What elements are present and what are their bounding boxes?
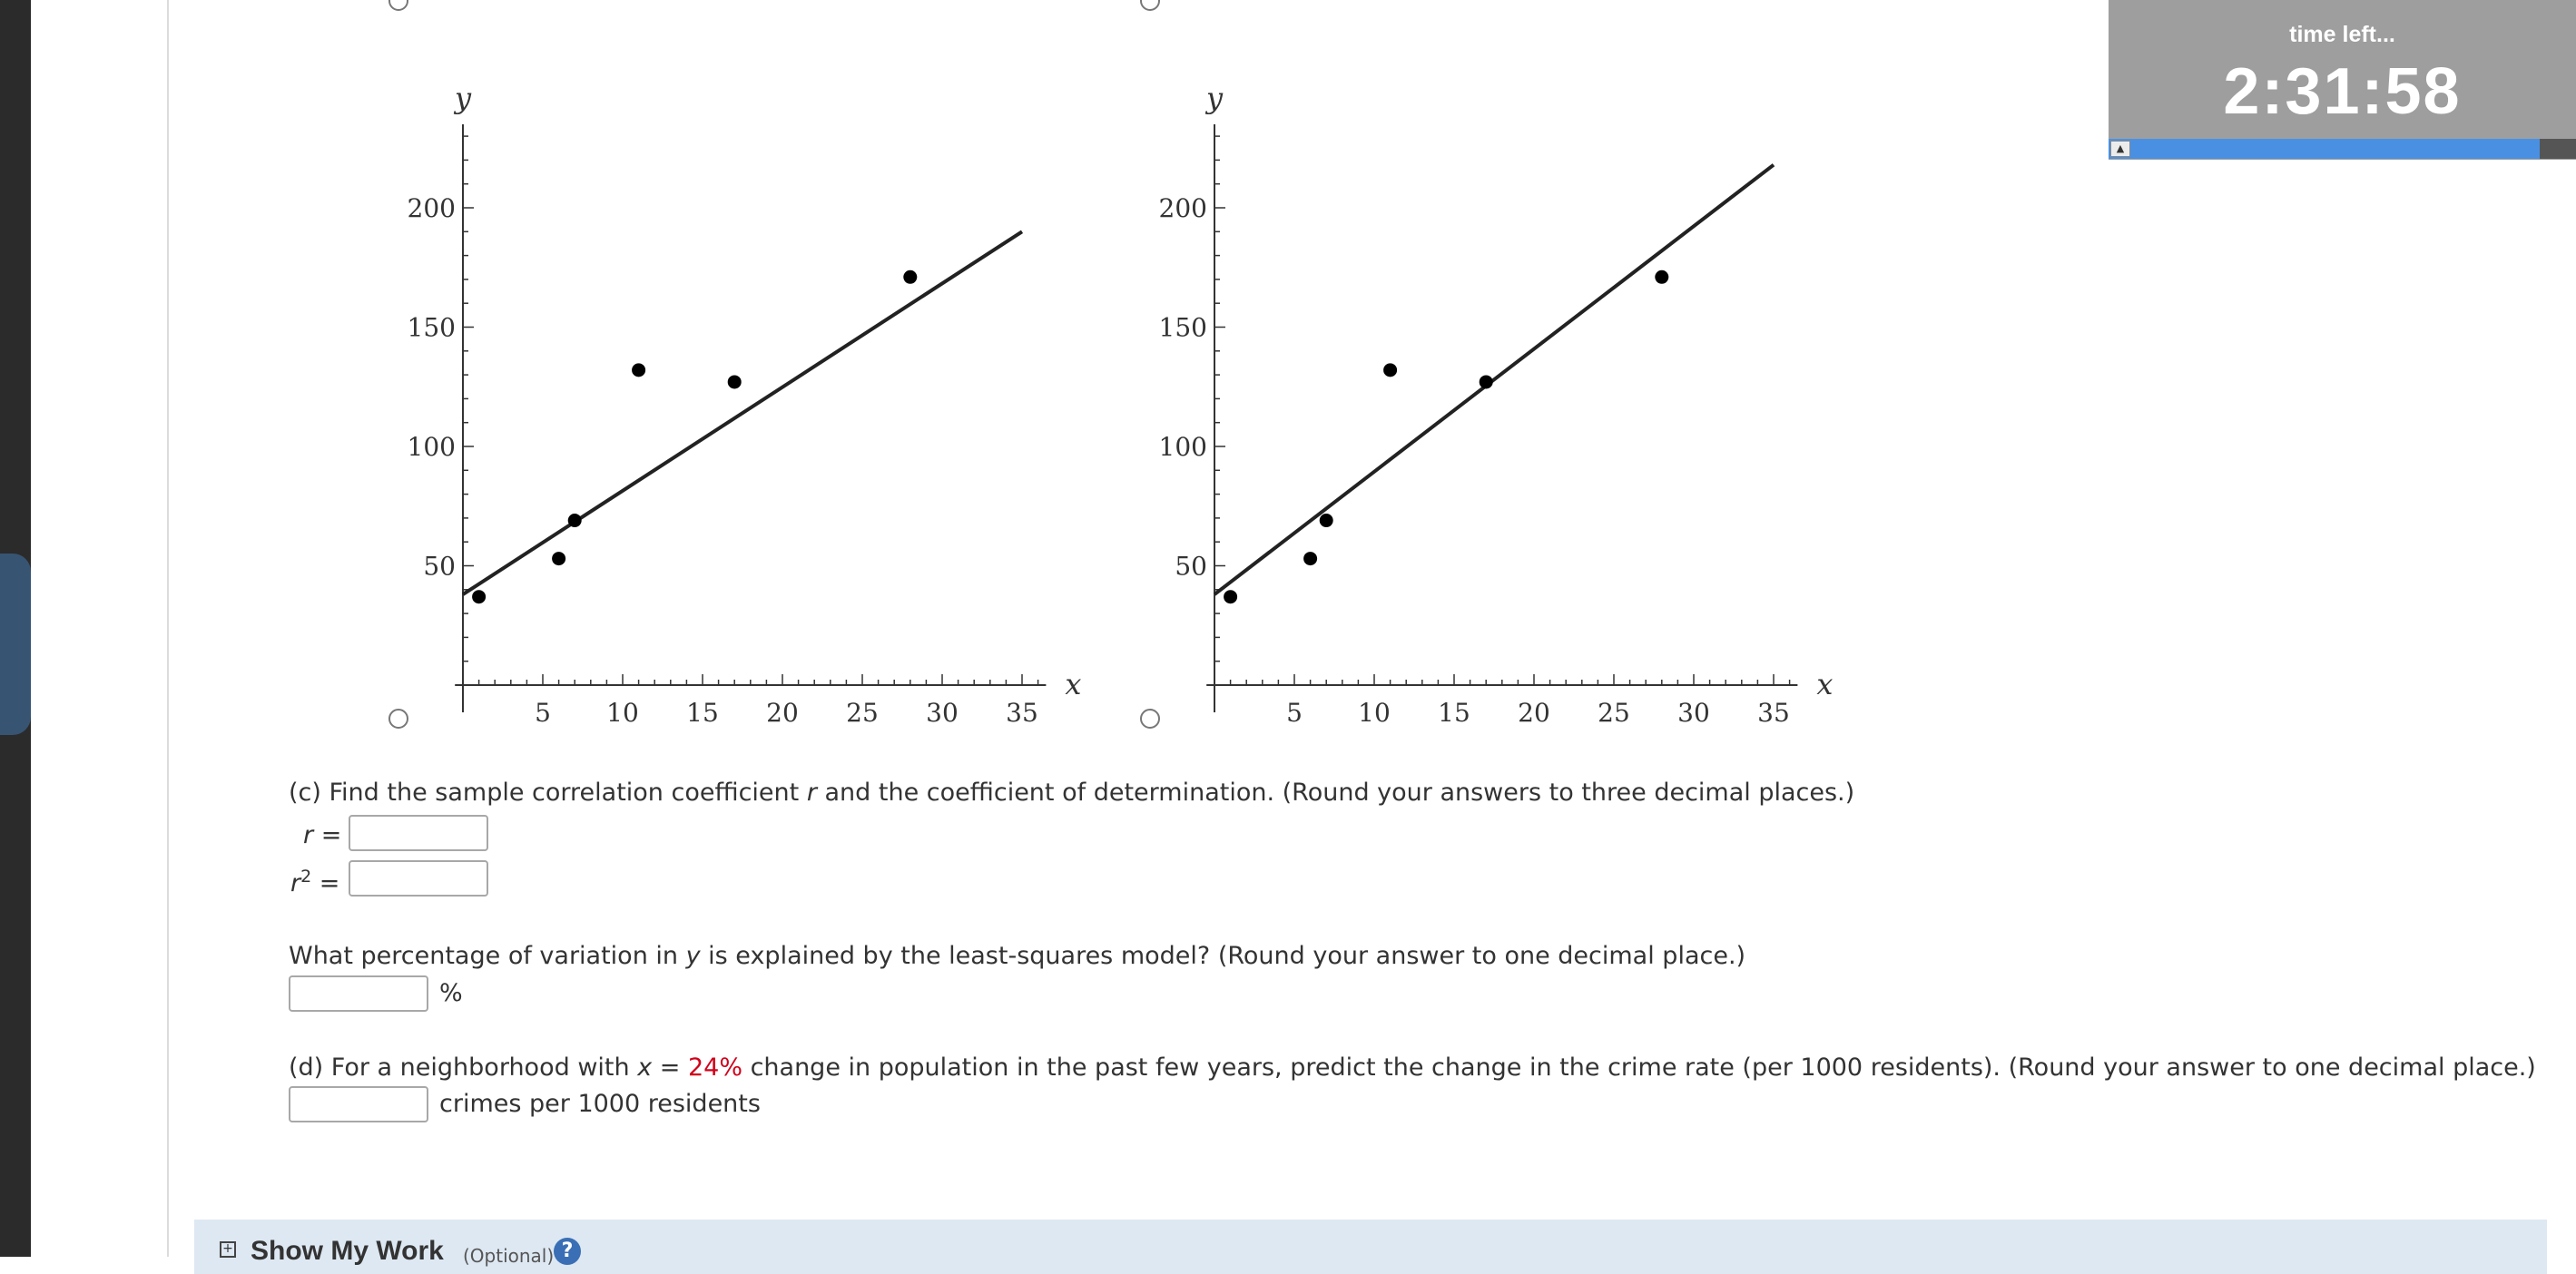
scatter-chart-right [1024, 73, 1834, 744]
percent-question [289, 942, 1745, 970]
percent-input[interactable] [289, 975, 428, 1012]
data-point [1224, 590, 1237, 603]
data-point [1655, 270, 1668, 284]
y-tick-label: 100 [1158, 432, 1207, 462]
data-point [1303, 552, 1317, 565]
x-tick-label: 30 [1677, 698, 1710, 728]
x-axis-label: x [1065, 667, 1082, 701]
x-tick-label: 25 [846, 698, 879, 728]
y-tick-label: 50 [423, 551, 456, 582]
part-c-text-after: and the coefficient of determination. (Round your answers to three decimal places.) [816, 779, 1855, 807]
timer-value: 2:31:58 [2223, 55, 2462, 128]
percent-text-before: What percentage of variation in [289, 942, 686, 970]
crime-rate-unit: crimes per 1000 residents [439, 1090, 761, 1118]
left-window-edge [0, 0, 31, 1257]
y-tick-label: 50 [1175, 551, 1207, 582]
percent-var: y [685, 942, 701, 970]
expand-icon[interactable]: + [220, 1241, 236, 1258]
data-point [728, 375, 742, 388]
option-radio-right-graph[interactable] [1140, 709, 1160, 729]
timer-panel [2109, 0, 2576, 160]
help-icon[interactable]: ? [554, 1238, 581, 1265]
x-tick-label: 35 [1757, 698, 1790, 728]
part-d-text-after: change in population in the past few years, predict the change in the crime rate (per 1000 residents). (Round your answer to one decimal place.) [742, 1054, 2536, 1082]
y-tick-label: 100 [407, 432, 456, 462]
part-c-text-before: (c) Find the sample correlation coefficient [289, 779, 807, 807]
x-tick-label: 5 [535, 698, 551, 728]
left-edge-graphic [0, 554, 31, 735]
part-c-question [289, 779, 1854, 807]
x-tick-label: 15 [686, 698, 719, 728]
data-point [632, 363, 645, 377]
r2-label-sup: 2 [300, 867, 312, 887]
r-label [303, 821, 341, 849]
x-tick-label: 20 [766, 698, 799, 728]
part-c-var: r [806, 779, 817, 807]
data-point [568, 514, 582, 527]
x-tick-label: 20 [1518, 698, 1550, 728]
timer-progress-remaining [2540, 139, 2576, 159]
percent-unit: % [439, 979, 463, 1007]
data-point [903, 270, 917, 284]
collapse-timer-icon[interactable]: ▲ [2110, 141, 2130, 157]
x-tick-label: 25 [1598, 698, 1630, 728]
y-tick-label: 200 [407, 193, 456, 223]
x-tick-label: 10 [1358, 698, 1391, 728]
r2-label [290, 867, 339, 897]
previous-option-radio-1[interactable] [388, 0, 408, 11]
r-squared-input[interactable] [349, 860, 488, 897]
data-point [1383, 363, 1397, 377]
data-point [1480, 375, 1493, 388]
y-axis-label: y [454, 80, 472, 115]
crime-rate-input[interactable] [289, 1086, 428, 1122]
r-input[interactable] [349, 815, 488, 851]
scatter-chart-left [272, 73, 1082, 744]
y-tick-label: 150 [1158, 312, 1207, 343]
x-tick-label: 35 [1006, 698, 1038, 728]
part-d-value: 24% [687, 1054, 742, 1082]
timer-progress-bar [2109, 139, 2540, 159]
show-my-work-title[interactable]: Show My Work [251, 1236, 444, 1266]
timer-label: time left... [2289, 22, 2395, 47]
x-tick-label: 10 [606, 698, 639, 728]
show-my-work-panel[interactable] [194, 1220, 2547, 1274]
previous-option-radio-2[interactable] [1140, 0, 1160, 11]
r2-label-eq: = [311, 869, 340, 897]
x-tick-label: 15 [1438, 698, 1470, 728]
r-label-var: r [303, 821, 314, 849]
r-label-eq: = [313, 821, 342, 849]
y-tick-label: 150 [407, 312, 456, 343]
x-tick-label: 5 [1286, 698, 1303, 728]
regression-line [1214, 165, 1774, 594]
data-point [1320, 514, 1333, 527]
x-axis-label: x [1816, 667, 1834, 701]
part-d-eq: = [652, 1054, 688, 1082]
part-d-var: x [637, 1054, 653, 1082]
percent-text-after: is explained by the least-squares model? (Round your answer to one decimal place.) [700, 942, 1746, 970]
part-d-question [289, 1054, 2536, 1082]
option-radio-left-graph[interactable] [388, 709, 408, 729]
regression-line [463, 231, 1022, 594]
show-my-work-optional: (Optional) [463, 1245, 555, 1267]
y-axis-label: y [1205, 80, 1224, 115]
x-tick-label: 30 [926, 698, 959, 728]
r2-label-var: r [290, 869, 301, 897]
y-tick-label: 200 [1158, 193, 1207, 223]
data-point [472, 590, 486, 603]
scatter-plot-left [272, 73, 1082, 744]
content-left-border [167, 0, 169, 1257]
part-d-text-before: (d) For a neighborhood with [289, 1054, 638, 1082]
data-point [552, 552, 565, 565]
scatter-plot-right [1024, 73, 1834, 744]
